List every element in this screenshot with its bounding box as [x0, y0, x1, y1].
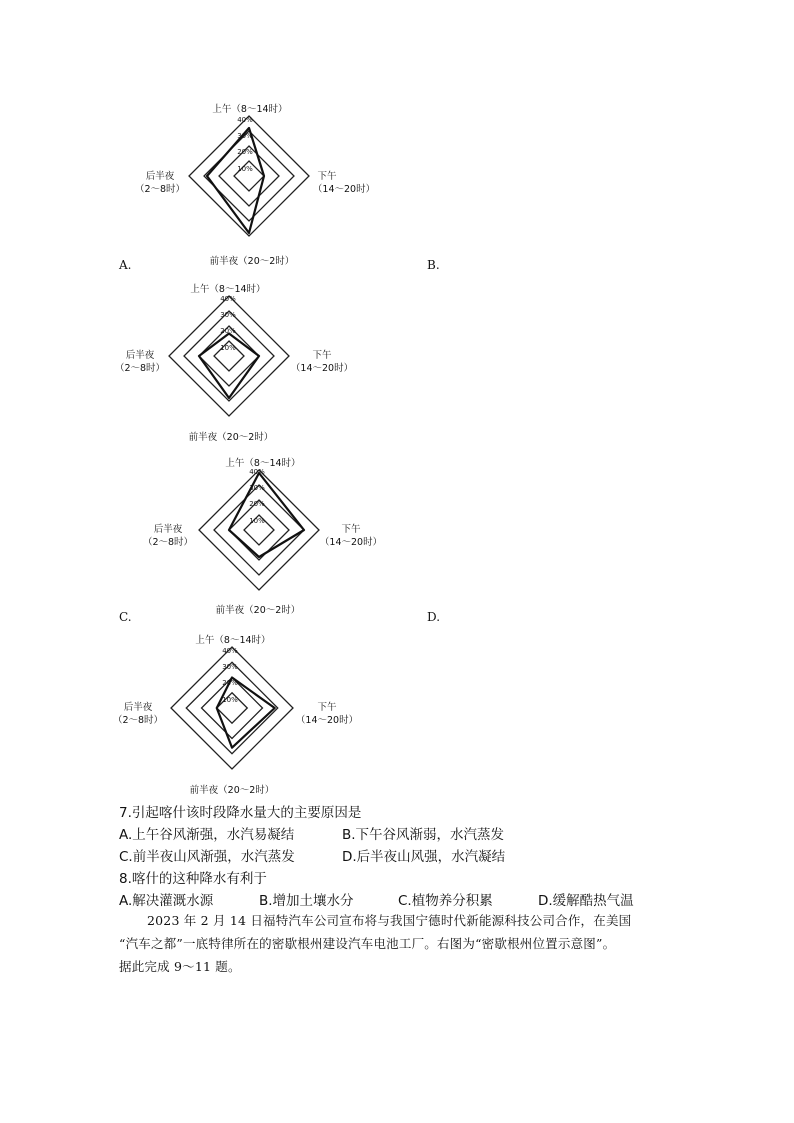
chart-a-tick-30: 30%: [237, 132, 253, 140]
chart-a-tick-40: 40%: [237, 116, 253, 124]
chart-a-axis-left-1: 后半夜: [145, 171, 175, 182]
option-a-label: A.: [119, 258, 132, 272]
chart-b-ring-30: [184, 311, 274, 401]
chart-b-axis-right-1: 下午: [312, 350, 332, 361]
question-8-option-d[interactable]: D.缓解酷热气温: [538, 893, 634, 909]
chart-c-axis-bottom: 前半夜（20～2时）: [215, 605, 301, 616]
question-7-option-c[interactable]: C.前半夜山风渐强，水汽蒸发: [119, 849, 295, 865]
chart-c-axis-right-2: （14～20时）: [319, 537, 383, 548]
question-7-stem: 7.引起喀什该时段降水量大的主要原因是: [119, 805, 362, 821]
chart-c-tick-30: 30%: [249, 484, 265, 492]
question-8-stem: 8.喀什的这种降水有利于: [119, 871, 267, 887]
chart-b-axis-top: 上午（8～14时）: [190, 284, 266, 295]
question-7-option-d[interactable]: D.后半夜山风强，水汽凝结: [342, 849, 506, 865]
chart-c-tick-10: 10%: [249, 517, 265, 525]
chart-c-tick-40: 40%: [249, 468, 265, 476]
passage-line-2: “汽车之都”一底特律所在的密歇根州建设汽车电池工厂。右图为“密歇根州位置示意图”。: [119, 936, 616, 951]
chart-d-series: [217, 678, 275, 748]
chart-d-axis-left-1: 后半夜: [123, 702, 153, 713]
question-7-option-a[interactable]: A.上午谷风渐强，水汽易凝结: [119, 827, 295, 843]
chart-c-axis-right-1: 下午: [341, 524, 361, 535]
question-8-option-c[interactable]: C.植物养分积累: [398, 893, 493, 909]
chart-a-axis-right-2: （14～20时）: [312, 184, 376, 195]
radar-chart-d: [110, 630, 360, 798]
chart-b-tick-30: 30%: [220, 311, 236, 319]
chart-b-axis-bottom: 前半夜（20～2时）: [188, 432, 274, 443]
option-c-label: C.: [119, 610, 132, 624]
chart-b-axis-right-2: （14～20时）: [290, 363, 354, 374]
chart-b-tick-40: 40%: [220, 295, 236, 303]
chart-c-tick-20: 20%: [249, 500, 265, 508]
radar-chart-c: [140, 452, 390, 617]
chart-a-series: [207, 128, 264, 233]
question-7-option-b[interactable]: B.下午谷风渐弱，水汽蒸发: [342, 827, 505, 843]
chart-a-axis-left-2: （2～8时）: [134, 184, 186, 195]
chart-c-series: [229, 473, 304, 557]
chart-c-ring-30: [214, 485, 304, 575]
chart-b-tick-20: 20%: [220, 327, 236, 335]
chart-a-tick-20: 20%: [237, 148, 253, 156]
passage-line-1: 2023 年 2 月 14 日福特汽车公司宣布将与我国宁德时代新能源科技公司合作，在美国: [147, 913, 632, 928]
passage-line-3: 据此完成 9～11 题。: [119, 959, 241, 974]
chart-c-axis-top: 上午（8～14时）: [225, 458, 301, 469]
radar-chart-a: [130, 95, 380, 270]
option-b-label: B.: [427, 258, 440, 272]
chart-a-axis-bottom: 前半夜（20～2时）: [209, 256, 295, 267]
question-8-option-a[interactable]: A.解决灌溉水源: [119, 893, 214, 909]
chart-d-tick-20: 20%: [222, 679, 238, 687]
chart-b-tick-10: 10%: [220, 344, 236, 352]
chart-a-axis-right-1: 下午: [317, 171, 337, 182]
chart-b-ring-20: [199, 326, 259, 386]
chart-c-axis-left-1: 后半夜: [153, 524, 183, 535]
chart-d-axis-left-2: （2～8时）: [112, 715, 164, 726]
chart-d-axis-right-2: （14～20时）: [295, 715, 359, 726]
chart-d-tick-10: 10%: [222, 696, 238, 704]
chart-b-axis-left-1: 后半夜: [125, 350, 155, 361]
chart-d-axis-right-1: 下午: [317, 702, 337, 713]
chart-d-tick-40: 40%: [222, 647, 238, 655]
chart-d-axis-bottom: 前半夜（20～2时）: [189, 785, 275, 796]
radar-chart-b: [110, 280, 360, 445]
chart-c-axis-left-2: （2～8时）: [142, 537, 194, 548]
chart-a-ring-30: [204, 131, 294, 221]
option-d-label: D.: [427, 610, 441, 624]
chart-b-axis-left-2: （2～8时）: [114, 363, 166, 374]
chart-a-axis-top: 上午（8～14时）: [212, 104, 288, 115]
chart-d-axis-top: 上午（8～14时）: [195, 635, 271, 646]
chart-d-tick-30: 30%: [222, 663, 238, 671]
chart-a-tick-10: 10%: [237, 165, 253, 173]
chart-c-ring-20: [229, 500, 289, 560]
chart-d-ring-30: [186, 662, 278, 754]
question-8-option-b[interactable]: B.增加土壤水分: [259, 893, 354, 909]
